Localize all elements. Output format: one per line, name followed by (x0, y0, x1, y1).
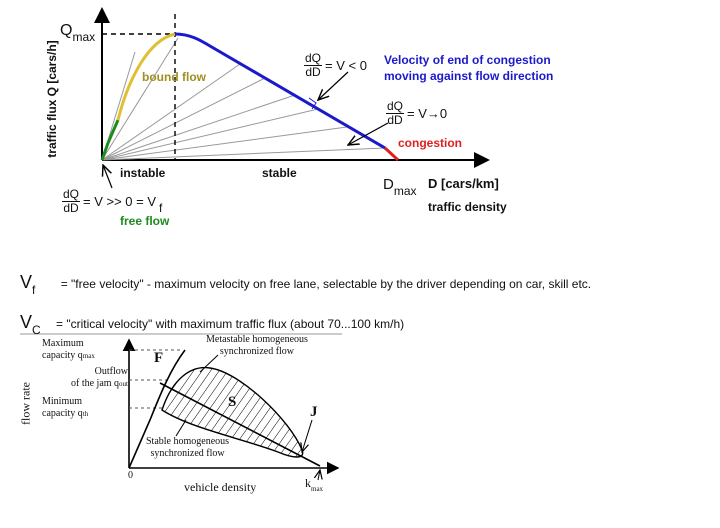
stable-label: stable (262, 166, 297, 180)
pointer-j (302, 420, 312, 452)
velocity-note-line2: moving against flow direction (384, 69, 554, 83)
origin-label: 0 (128, 470, 133, 481)
metastable-label: Metastable homogeneous synchronized flow (206, 334, 308, 357)
arrow-v-to-0 (348, 123, 388, 145)
synchronized-flow-label: S (228, 394, 237, 410)
vf-symbol: V (20, 272, 33, 292)
velocity-note-line1: Velocity of end of congestion (384, 53, 551, 67)
vehicle-density-label: vehicle density (184, 480, 257, 494)
jam-label: J (310, 404, 318, 420)
min-capacity-label: Minimum capacity qth (42, 396, 89, 419)
bound-flow-label: bound flow (142, 70, 206, 84)
kmax-label: $k_{max}$ (305, 476, 324, 493)
congestion-segment (385, 148, 398, 160)
velocity-note (384, 52, 553, 84)
instable-label: instable (120, 166, 166, 180)
flow-rate-label: flow rate (18, 382, 33, 425)
dmax-label: $D_{max}$ (383, 176, 417, 198)
arrow-free-flow (103, 165, 112, 188)
density-unit-label: D [cars/km] (428, 176, 499, 191)
free-flow-label: free flow (120, 214, 170, 228)
pointer-stable (176, 420, 186, 436)
free-flow-branch-label: F (154, 350, 164, 366)
traffic-density-label: traffic density (428, 200, 507, 214)
equation-v-lt-0: $\frac{dQ}{dD}$ = V < 0 (305, 51, 367, 79)
definition-vf: Vf = "free velocity" - maximum velocity on free lane, selectable by the driver depending on car, skill etc. (20, 272, 592, 297)
equation-free-flow: $\frac{dQ}{dD}$ = V >> 0 = V f (63, 187, 163, 215)
vc-symbol: V (20, 312, 33, 332)
y-axis-label: traffic flux Q [cars/h] (45, 40, 59, 158)
outflow-label: Outflow of the jam qout (71, 366, 128, 389)
vf-text: = "free velocity" - maximum velocity on free lane, selectable by the driver depending on car, skill etc. (60, 277, 592, 291)
definition-vc: VC = "critical velocity" with maximum traffic flux (about 70...100 km/h) (20, 312, 405, 337)
qmax-label: $Q_{max}$ (60, 22, 96, 44)
vc-text: = "critical velocity" with maximum traffic flux (about 70...100 km/h) (56, 317, 405, 331)
equation-v-to-0: $\frac{dQ}{dD}$ = V→0 (387, 99, 448, 127)
max-capacity-label: Maximum capacity qmax (42, 338, 95, 361)
congestion-label: congestion (398, 136, 463, 150)
stable-homogeneous-label: Stable homogeneous synchronized flow (146, 436, 230, 459)
